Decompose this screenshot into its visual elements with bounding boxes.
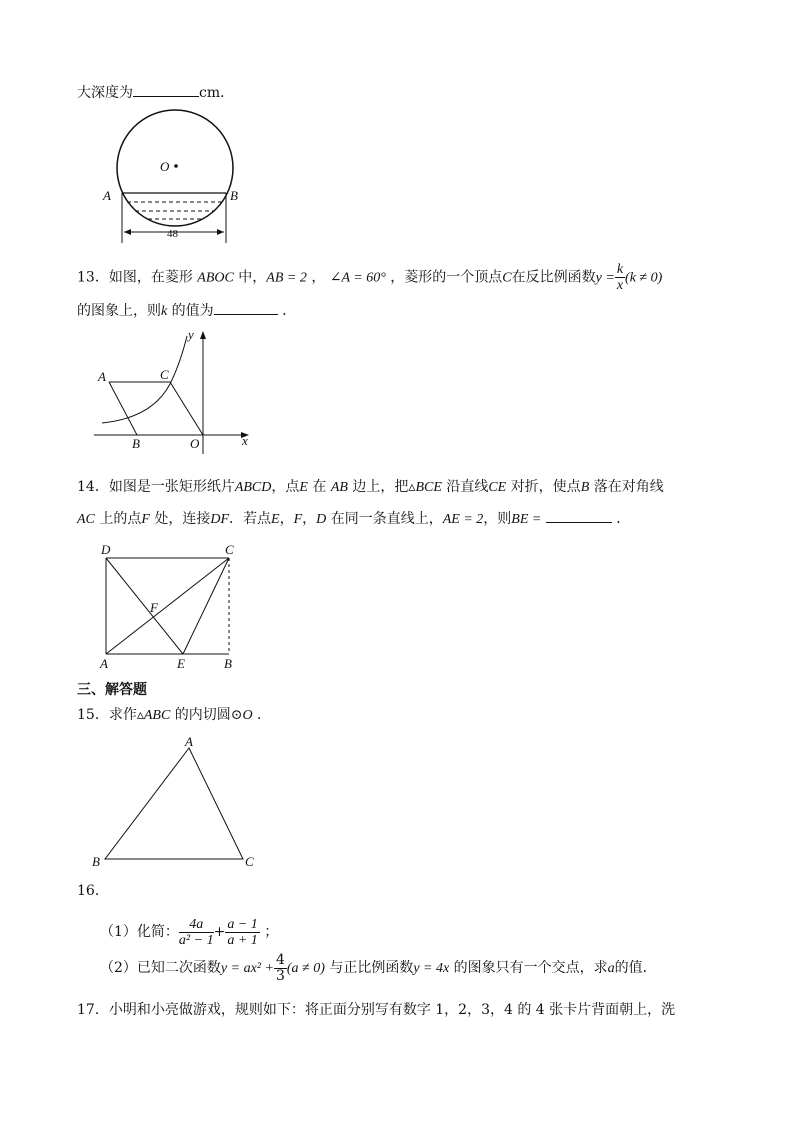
q14-label-A: A	[100, 656, 108, 671]
q14-math: CE	[488, 480, 507, 495]
q13-line1	[77, 262, 662, 293]
q15-label-B: B	[92, 854, 100, 869]
q13-label-B: B	[132, 436, 140, 451]
q17-number: 17．	[77, 1002, 109, 1018]
q14-text: 沿直线	[446, 479, 489, 495]
q13-math: AB = 2	[266, 270, 307, 286]
q14-line-DE	[106, 558, 183, 654]
q14-label-E: E	[177, 656, 185, 671]
q14-math: AE = 2	[442, 512, 484, 527]
q17-line	[77, 1000, 675, 1020]
q13-text: 如图，在菱形	[108, 269, 193, 286]
q13-text: 在反比例函数	[511, 269, 596, 286]
q14-text: 边上，把	[352, 479, 409, 495]
q15-number: 15．	[77, 707, 109, 723]
q14-label-C: C	[225, 542, 234, 557]
q14-text: ．若点	[229, 511, 272, 527]
q13-line2	[77, 300, 296, 322]
q16-text: 与正比例函数	[329, 960, 414, 976]
q14-line-CE	[183, 558, 229, 654]
q15-math: ⊙O	[230, 708, 253, 723]
q16-part2	[100, 950, 657, 987]
q15-math: ▵ABC	[136, 708, 171, 723]
q13-hyperbola	[102, 336, 187, 423]
q15-label-A: A	[185, 734, 193, 749]
q13-label-O: O	[190, 436, 200, 451]
q16-frac-num: 4a	[179, 917, 214, 933]
q13-frac-num: k	[616, 262, 624, 277]
q16-math: a	[607, 961, 615, 976]
q14-text: ．	[616, 511, 631, 527]
q12-label-width: 48	[167, 228, 178, 240]
q14-text: ，点	[271, 479, 300, 495]
q14-text: 上的点	[99, 511, 142, 527]
q13-graph-figure	[92, 326, 262, 456]
q14-text: 对折，使点	[510, 479, 581, 495]
q13-math: ABOC	[197, 270, 234, 286]
q13-text: 中，	[238, 269, 267, 286]
q13-label-C: C	[160, 367, 169, 382]
q13-label-y: y	[188, 327, 194, 342]
q14-line1	[77, 477, 664, 498]
q16-frac-den: a² − 1	[178, 932, 214, 948]
q13-rhombus	[109, 382, 203, 435]
q16-frac-den: 3	[275, 967, 285, 984]
q16-text: ；	[264, 924, 279, 940]
q13-text: 的值为	[171, 303, 214, 319]
q14-answer-blank[interactable]	[546, 508, 612, 523]
q14-math: AB	[330, 480, 348, 495]
q12-answer-blank[interactable]	[133, 82, 199, 97]
q12-line	[77, 82, 234, 103]
q13-math: ∠A = 60°	[329, 270, 386, 286]
q14-math: F	[293, 512, 303, 527]
q14-label-B: B	[224, 656, 232, 671]
q14-math: ▵BCE	[408, 480, 442, 495]
q14-text: ，	[302, 511, 317, 527]
q13-text: ．	[282, 303, 297, 319]
q13-math: k	[161, 304, 168, 319]
q16-part1	[100, 914, 278, 950]
q12-arrow-left	[124, 229, 131, 235]
q15-triangle	[105, 748, 243, 859]
q14-math: DF	[210, 512, 230, 527]
q13-frac-den: x	[616, 278, 624, 293]
q15-text: ．	[257, 707, 272, 723]
q16-text: 的图象只有一个交点，求	[453, 960, 608, 976]
q16-frac-num: 4	[275, 951, 285, 968]
q12-arrow-right	[217, 229, 224, 235]
q14-text: 在	[312, 479, 327, 495]
q14-math: E	[271, 512, 280, 527]
q17-text: 小明和小亮做游戏，规则如下：将正面分别写有数字 1，2，3，4 的 4 张卡片背面朝上，洗	[108, 1002, 676, 1018]
q16-math: (a ≠ 0)	[286, 961, 325, 976]
q13-math: C	[502, 270, 512, 286]
q14-text: 处，连接	[154, 511, 211, 527]
q12-label-O: O	[160, 159, 170, 174]
q14-label-F: F	[150, 600, 158, 615]
q13-number: 13．	[77, 269, 109, 286]
q12-circle-figure	[100, 108, 250, 248]
q15-triangle-figure	[90, 736, 270, 871]
q12-center-dot	[174, 164, 178, 168]
q15-text: 的内切圆	[174, 707, 231, 723]
q14-text: 如图是一张矩形纸片	[108, 479, 235, 495]
q14-math: D	[316, 512, 327, 527]
q16-frac-num: a − 1	[227, 916, 258, 932]
q12-label-A: A	[103, 188, 111, 203]
q16-number: 16．	[77, 883, 109, 899]
q16-plus: +	[213, 924, 226, 940]
q13-answer-blank[interactable]	[214, 300, 278, 315]
q13-label-x: x	[242, 433, 248, 448]
q15-line	[77, 705, 271, 726]
q14-text: ，	[279, 511, 294, 527]
q12-label-B: B	[230, 188, 238, 203]
q12-suffix: cm．	[199, 85, 235, 101]
q13-text: ，	[311, 269, 326, 286]
q16-text: （2）已知二次函数	[100, 960, 221, 976]
q14-math: BE =	[511, 512, 542, 527]
q16-frac-den: a + 1	[227, 932, 258, 948]
q15-label-C: C	[245, 854, 254, 869]
q13-math: (k ≠ 0)	[625, 270, 663, 286]
q13-text: ，菱形的一个顶点	[390, 269, 503, 286]
q14-math: AC	[77, 512, 95, 527]
q13-text: 的图象上，则	[77, 303, 161, 319]
q14-label-D: D	[101, 542, 111, 557]
q16-math: y = ax² +	[220, 961, 274, 976]
q14-rectangle-figure	[96, 542, 246, 674]
q14-math: B	[580, 480, 590, 495]
q13-label-A: A	[98, 369, 106, 384]
q14-diagonal-AC	[106, 558, 229, 654]
q13-y-arrow	[200, 331, 206, 339]
q14-math: ABCD	[234, 480, 272, 495]
q12-prefix: 大深度为	[77, 85, 133, 101]
q15-text: 求作	[108, 707, 137, 723]
q14-math: F	[141, 512, 150, 527]
q14-line2	[77, 508, 630, 530]
q13-math: y =	[595, 270, 615, 286]
q12-circle	[117, 110, 233, 226]
q14-math: E	[299, 480, 308, 495]
q14-text: ，则	[483, 511, 512, 527]
q14-text: 落在对角线	[593, 479, 664, 495]
q16-math: y = 4x	[413, 961, 450, 976]
q16-fraction-2	[225, 917, 259, 948]
q16-text: 的值．	[614, 960, 657, 976]
q13-fraction	[615, 262, 625, 293]
q16-text: （1）化简：	[100, 924, 179, 940]
q16-fraction-1	[179, 917, 214, 948]
q14-number: 14．	[77, 479, 109, 495]
q14-text: 在同一条直线上，	[330, 511, 443, 527]
q16-fraction-3	[274, 953, 287, 984]
section-title: 三、解答题	[77, 682, 147, 698]
